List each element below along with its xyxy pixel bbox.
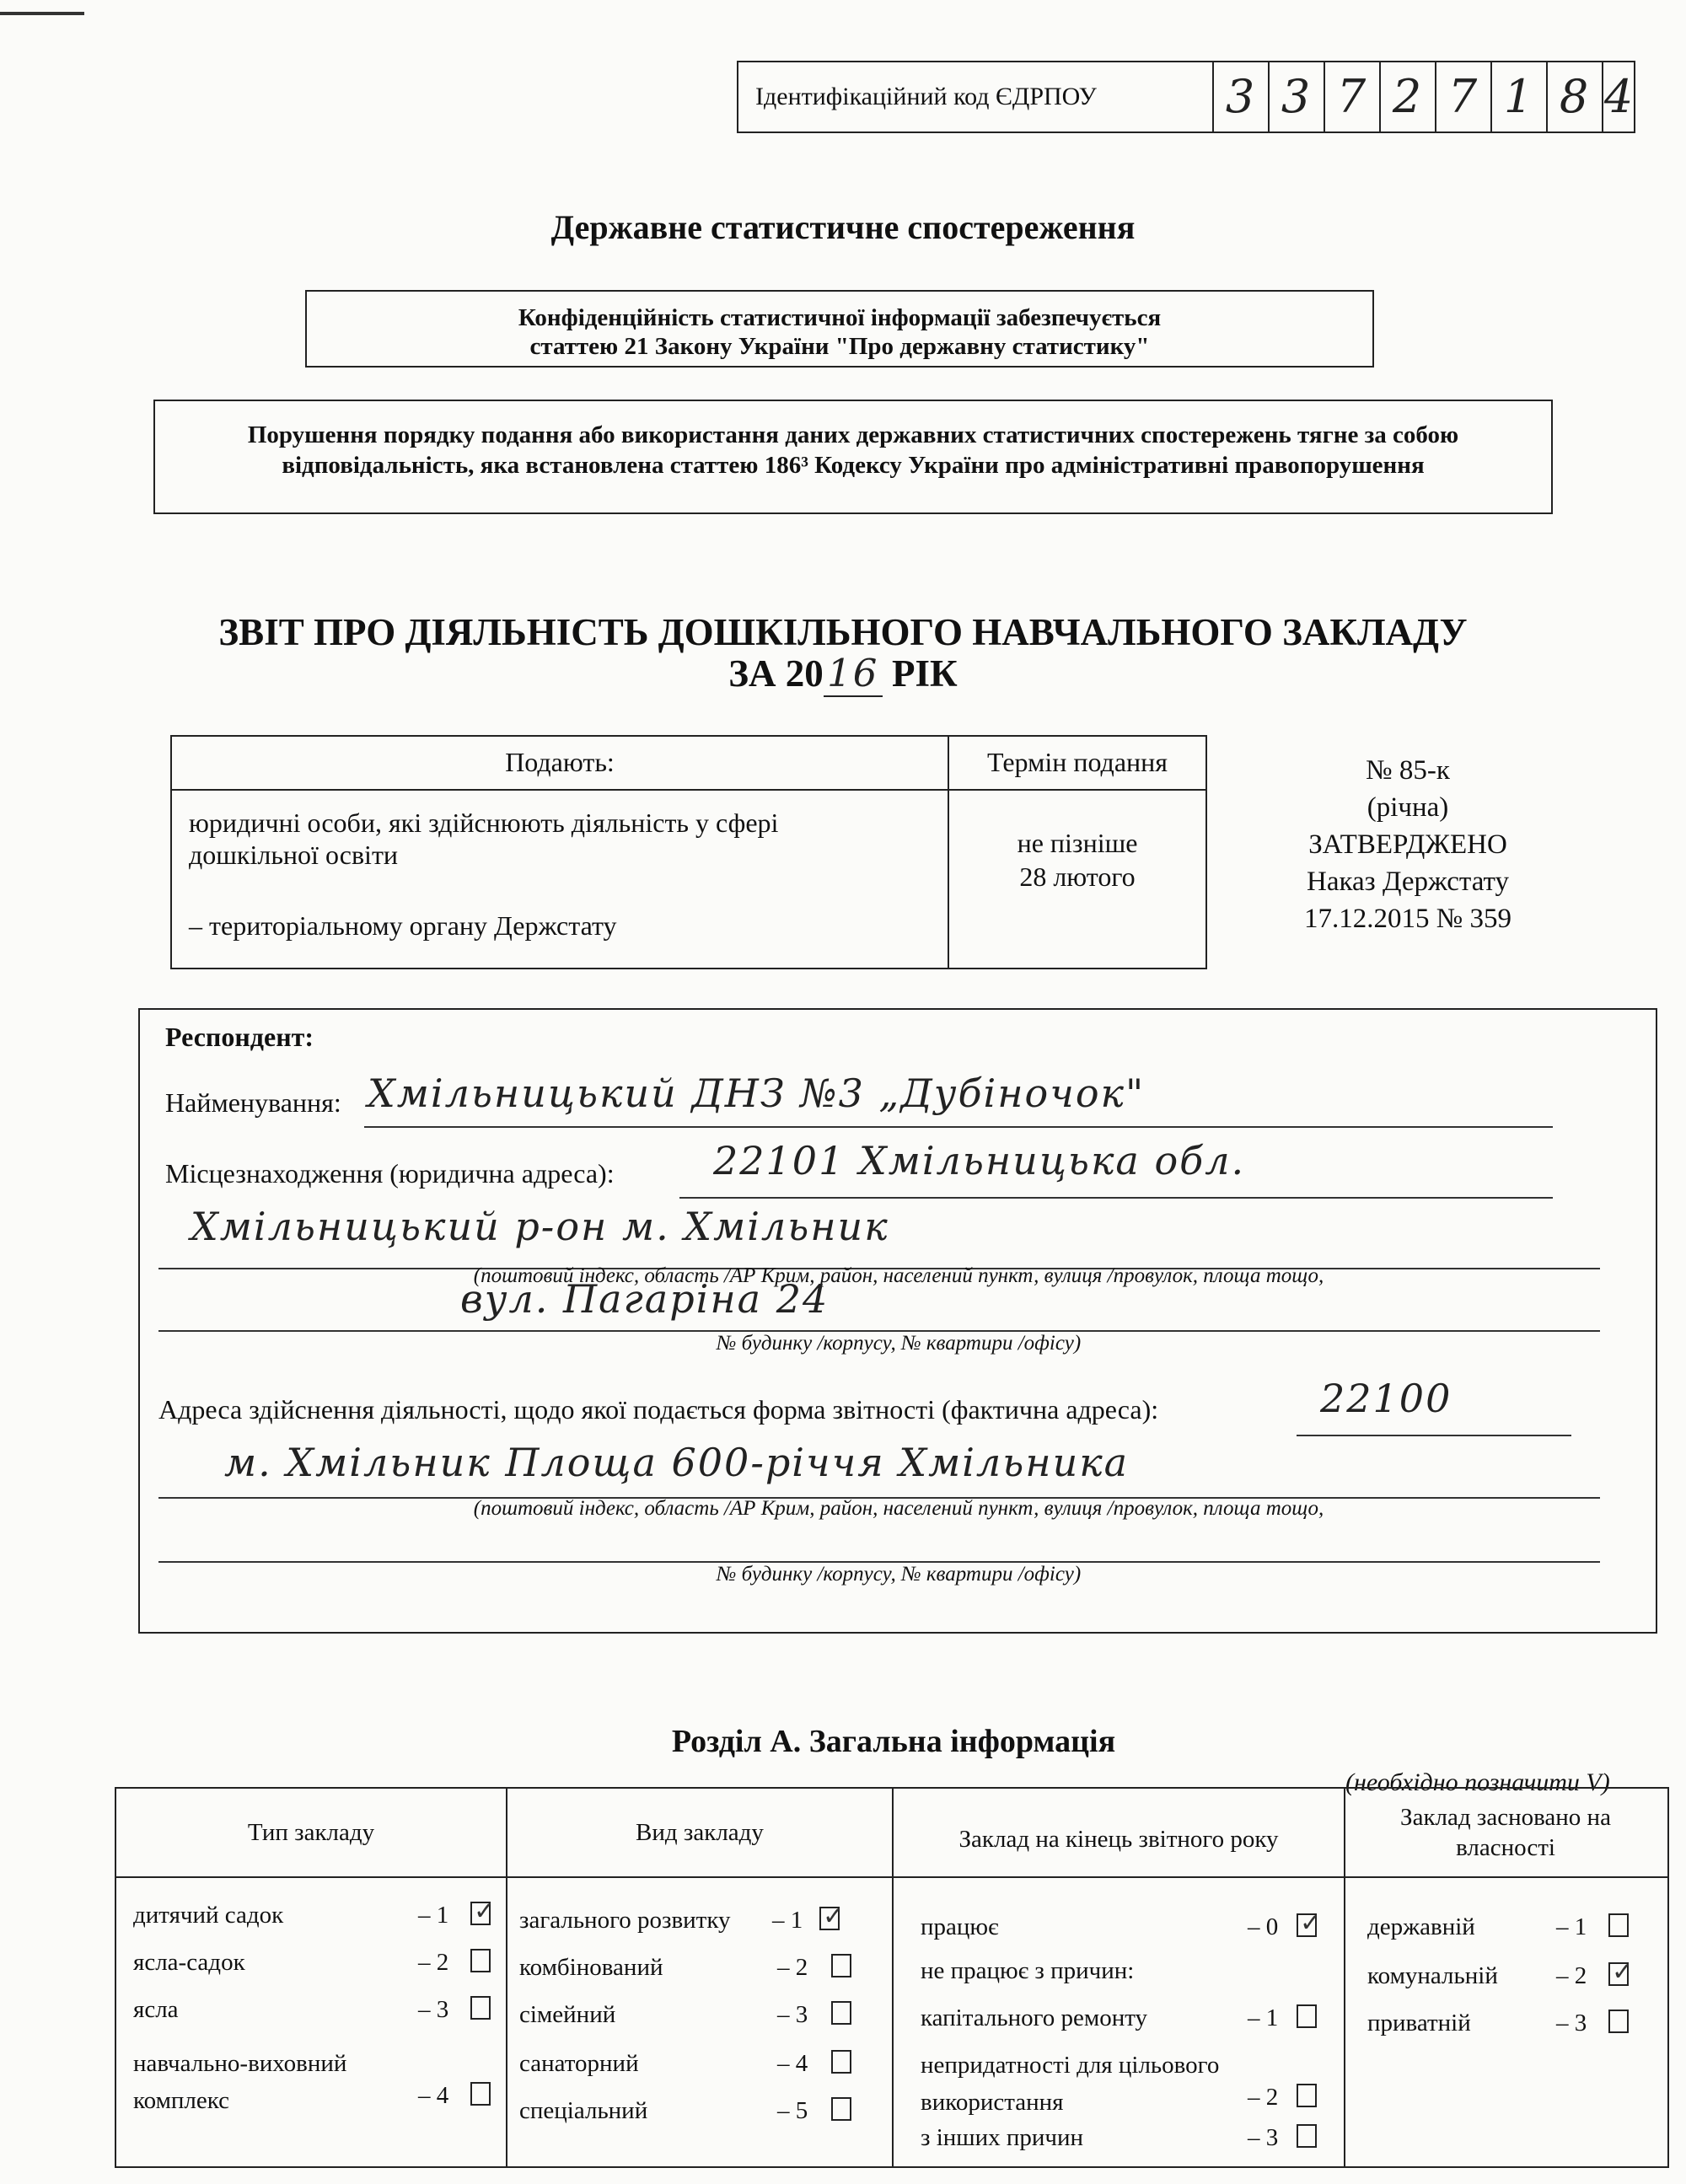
status-option-works[interactable]: працює – 0 ✓ [921, 1913, 1334, 1944]
legal-address-caption2: № будинку /корпусу, № квартири /офісу) [716, 1332, 1082, 1355]
legal-address-underline1 [679, 1197, 1553, 1199]
form-period: (річна) [1367, 792, 1449, 823]
actual-address-caption1: (поштовий індекс, область /АР Крим, район, населений пункт, вулиця /провулок, площа тощо, [473, 1497, 1324, 1520]
submit-table-header-line [172, 789, 1205, 791]
name-field[interactable]: Хмільницький ДНЗ №3 „Дубіночок" [368, 1071, 1146, 1116]
kind-checkbox[interactable] [831, 2050, 851, 2074]
kind-option-special[interactable]: спеціальний – 5 [519, 2097, 882, 2128]
edrpou-digit[interactable]: 7 [1324, 62, 1379, 131]
status-checkbox[interactable] [1297, 2084, 1317, 2107]
report-title: ЗВІТ ПРО ДІЯЛЬНІСТЬ ДОШКІЛЬНОГО НАВЧАЛЬНОГО ЗАКЛАДУ [218, 611, 1468, 653]
kind-checkbox[interactable] [831, 1954, 851, 1977]
type-option-nursery-kindergarten[interactable]: ясла-садок – 2 [133, 1949, 487, 1979]
type-option-kindergarten[interactable]: дитячий садок – 1 ✓ [133, 1902, 487, 1932]
edrpou-digit[interactable]: 3 [1212, 62, 1268, 131]
section-a-divider [1344, 1789, 1345, 2166]
form-approved: ЗАТВЕРДЖЕНО [1308, 829, 1507, 860]
respondent-box [138, 1008, 1657, 1634]
edrpou-digit[interactable]: 8 [1546, 62, 1602, 131]
actual-address-caption2: № будинку /корпусу, № квартири /офісу) [716, 1563, 1082, 1586]
actual-address-line1[interactable]: 22100 [1320, 1376, 1452, 1421]
ownership-option-state[interactable]: державній – 1 [1367, 1913, 1654, 1944]
form-number: № 85-к [1366, 755, 1450, 786]
section-a-note: (необхідно позначити V) [1345, 1768, 1610, 1796]
legal-address-line2[interactable]: Хмільницький р-он м. Хмільник [191, 1204, 889, 1249]
submit-deadline-line2: 28 лютого [1019, 861, 1136, 892]
confidentiality-notice [305, 290, 1374, 368]
ownership-option-communal[interactable]: комунальній – 2 ✓ [1367, 1962, 1654, 1993]
kind-checkbox[interactable] [831, 2097, 851, 2121]
ownership-checkbox[interactable] [1608, 1913, 1629, 1937]
edrpou-label: Ідентифікаційний код ЄДРПОУ [755, 83, 1097, 110]
type-checkbox[interactable] [470, 1902, 491, 1925]
status-option-label: непридатності для цільового використання [921, 2052, 1220, 2116]
edrpou-digits [1212, 62, 1634, 131]
submit-col-deadline-header: Термін подання [987, 747, 1168, 777]
col-header-status: Заклад на кінець звітного року [958, 1826, 1279, 1853]
ownership-checkbox[interactable] [1608, 1962, 1629, 1986]
col-header-kind: Вид закладу [636, 1819, 764, 1846]
actual-address-label: Адреса здійснення діяльності, щодо якої подається форма звітності (фактична адреса): [158, 1394, 1159, 1425]
violation-notice [153, 400, 1553, 514]
type-checkbox[interactable] [470, 1996, 491, 2020]
edrpou-digit[interactable]: 4 [1602, 62, 1635, 131]
col-header-ownership: Заклад засновано на власності [1400, 1804, 1611, 1861]
submit-deadline-line1: не пізніше [1017, 828, 1138, 858]
form-info [1239, 752, 1576, 937]
status-option-unfit[interactable]: непридатності для цільового використання – 2 [921, 2047, 1334, 2117]
violation-text: Порушення порядку подання або використання даних державних статистичних спостережень тягне за собою відповідальність, яка встановлена статтею 186³ Кодексу України про адміністративні правопорушення [247, 421, 1459, 479]
type-checkbox[interactable] [470, 2082, 491, 2106]
legal-address-caption1: (поштовий індекс, область /АР Крим, район, населений пункт, вулиця /провулок, площа тощо, [473, 1264, 1324, 1287]
respondent-heading: Респондент: [165, 1022, 314, 1052]
submit-table [170, 735, 1207, 969]
edrpou-digit[interactable]: 1 [1490, 62, 1546, 131]
report-year [0, 651, 1686, 697]
actual-address-underline1 [1297, 1435, 1571, 1436]
report-year-value[interactable]: 16 [824, 651, 883, 697]
kind-option-sanatorium[interactable]: санаторний – 4 [519, 2050, 882, 2080]
type-option-complex[interactable]: навчально-виховний комплекс – 4 [133, 2045, 487, 2112]
submit-who-line1: юридичні особи, які здійснюють діяльність у сфері [189, 808, 779, 838]
kind-option-combined[interactable]: комбінований – 2 [519, 1954, 882, 1984]
report-year-prefix: ЗА 20 [728, 652, 824, 695]
kind-option-general[interactable]: загального розвитку – 1 ✓ [519, 1907, 882, 1937]
ownership-option-private[interactable]: приватній – 3 [1367, 2010, 1654, 2040]
submit-who-line3: – територіальному органу Держстату [189, 910, 617, 941]
kind-checkbox[interactable] [831, 2001, 851, 2025]
confidentiality-text: Конфіденційність статистичної інформації забезпечується статтею 21 Закону України "Про державну статистику" [518, 304, 1162, 360]
type-checkbox[interactable] [470, 1949, 491, 1972]
submit-col-who-header: Подають: [505, 747, 615, 777]
kind-checkbox[interactable] [819, 1907, 840, 1930]
status-checkbox[interactable] [1297, 2004, 1317, 2028]
kind-option-family[interactable]: сімейний – 3 [519, 2001, 882, 2031]
legal-address-line3[interactable]: вул. Пагаріна 24 [460, 1276, 830, 1322]
actual-address-line2[interactable]: м. Хмільник Площа 600-річчя Хмільника [224, 1440, 1130, 1485]
status-checkbox[interactable] [1297, 1913, 1317, 1937]
status-not-working-label: не працює з причин: [921, 1957, 1135, 1984]
edrpou-digit[interactable]: 2 [1379, 62, 1435, 131]
status-option-repair[interactable]: капітального ремонту – 1 [921, 2004, 1334, 2035]
name-underline [364, 1126, 1553, 1128]
page-title: Державне статистичне спостереження [550, 208, 1136, 246]
edrpou-box [737, 61, 1635, 133]
legal-address-label: Місцезнаходження (юридична адреса): [165, 1158, 615, 1189]
section-a-title: Розділ А. Загальна інформація [671, 1724, 1116, 1759]
type-option-label: навчально-виховний комплекс [133, 2050, 347, 2114]
col-header-type: Тип закладу [247, 1819, 375, 1846]
form-date: 17.12.2015 № 359 [1304, 904, 1511, 934]
ownership-checkbox[interactable] [1608, 2010, 1629, 2033]
status-option-other[interactable]: з інших причин – 3 [921, 2124, 1334, 2154]
edrpou-digit[interactable]: 3 [1268, 62, 1324, 131]
form-order: Наказ Держстату [1307, 867, 1509, 897]
name-label: Найменування: [165, 1087, 341, 1118]
legal-address-line1[interactable]: 22101 Хмільницька обл. [713, 1138, 1246, 1183]
submit-who-line2: дошкільної освіти [189, 840, 399, 870]
report-year-suffix: РІК [892, 652, 958, 695]
edrpou-digit[interactable]: 7 [1435, 62, 1490, 131]
section-a-table [115, 1787, 1669, 2168]
status-checkbox[interactable] [1297, 2124, 1317, 2148]
type-option-nursery[interactable]: ясла – 3 [133, 1996, 487, 2026]
scan-mark [0, 12, 84, 15]
